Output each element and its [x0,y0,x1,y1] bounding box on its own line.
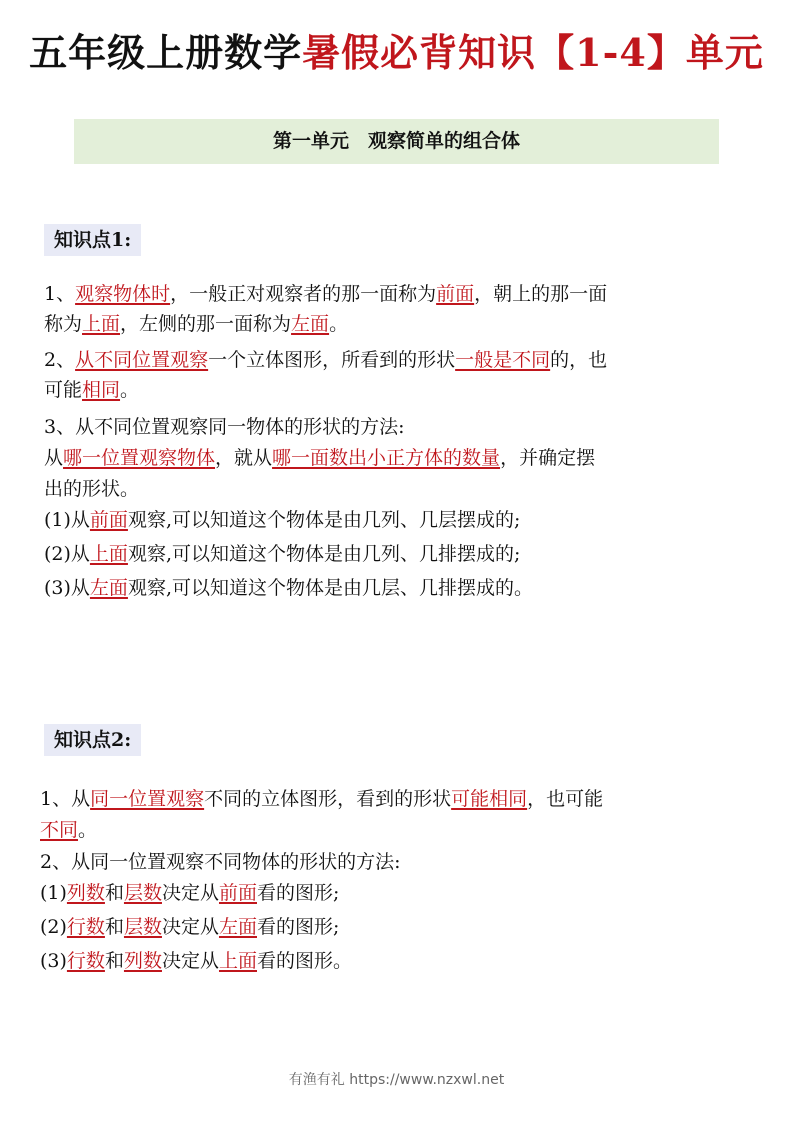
key-term: 层数 [123,916,162,938]
text-segment: 观察,可以知道这个物体是由几层、几排摆成的。 [127,577,533,599]
key-term: 层数 [123,882,162,904]
kp1-line [44,505,520,535]
text-segment: 1、 [44,283,76,305]
key-term: 左面 [89,577,128,599]
key-term: 可能相同 [451,788,528,810]
kp1-line [44,412,405,442]
key-term: 前面 [436,283,475,305]
text-segment: (3) [40,950,67,972]
key-term: 上面 [218,950,257,972]
kp2-line [40,815,97,845]
text-segment: 观察,可以知道这个物体是由几列、几层摆成的; [127,509,521,531]
key-term: 列数 [123,950,162,972]
page-title [0,22,793,77]
text-segment: 。 [120,379,140,401]
key-term: 左面 [291,313,330,335]
text-segment: (1)从 [44,509,90,531]
key-term: 上面 [82,313,121,335]
text-segment: ，左侧的那一面称为 [120,313,292,335]
unit-banner: 第一单元 观察简单的组合体 [74,119,719,164]
text-segment: 看的图形。 [257,950,353,972]
text-segment: 观察,可以知道这个物体是由几列、几排摆成的; [127,543,521,565]
text-segment: 1、从 [40,788,91,810]
kp1-line [44,573,533,603]
key-term: 上面 [89,543,128,565]
text-segment: 决定从 [161,950,219,972]
key-term: 前面 [89,509,128,531]
key-term: 哪一位置观察物体 [63,447,216,469]
kp1-line [44,279,607,309]
kp2-line [40,847,401,877]
text-segment: 一个立体图形，所看到的形状 [208,349,456,371]
knowledge-point-2-label: 知识点2: [44,724,141,756]
text-segment: 决定从 [161,916,219,938]
knowledge-point-1-label: 知识点1: [44,224,141,256]
key-term: 列数 [66,882,105,904]
key-term: 一般是不同 [455,349,551,371]
text-segment: 从 [44,447,64,469]
text-segment: ，并确定摆 [500,447,596,469]
kp2-line [40,784,603,814]
key-term: 哪一面数出小正方体的数量 [272,447,501,469]
text-segment: ，朝上的那一面 [474,283,608,305]
title-red-part: 暑假必背知识【1-4】单元 [302,30,764,75]
text-segment: 决定从 [161,882,219,904]
key-term: 相同 [82,379,121,401]
kp1-line [44,443,595,473]
text-segment: 出的形状。 [44,478,140,500]
kp2-line [40,912,339,942]
key-term: 行数 [66,950,105,972]
key-term: 左面 [218,916,257,938]
text-segment: 3、从不同位置观察同一物体的形状的方法: [44,416,405,438]
text-segment: 。 [78,819,98,841]
text-segment: 和 [104,882,124,904]
kp1-line [44,539,520,569]
kp1-line [44,309,348,339]
text-segment: ，一般正对观察者的那一面称为 [170,283,437,305]
text-segment: 的，也 [550,349,608,371]
text-segment: (3)从 [44,577,90,599]
key-term: 观察物体时 [75,283,171,305]
kp1-line [44,345,607,375]
text-segment: (2) [40,916,67,938]
key-term: 行数 [66,916,105,938]
key-term: 不同 [40,819,79,841]
text-segment: 和 [104,950,124,972]
text-segment: ，也可能 [527,788,604,810]
text-segment: 不同的立体图形，看到的形状 [204,788,452,810]
text-segment: 和 [104,916,124,938]
text-segment: (2)从 [44,543,90,565]
footer-watermark: 有渔有礼 https://www.nzxwl.net [288,1072,505,1088]
key-term: 前面 [218,882,257,904]
text-segment: 可能 [44,379,83,401]
text-segment: 看的图形; [257,882,340,904]
text-segment: 看的图形; [257,916,340,938]
kp1-line [44,474,139,504]
kp2-line [40,878,339,908]
text-segment: 2、 [44,349,76,371]
text-segment: 2、从同一位置观察不同物体的形状的方法: [40,851,401,873]
text-segment: ，就从 [215,447,273,469]
title-black-part: 五年级上册数学 [29,30,303,75]
kp2-line [40,946,352,976]
text-segment: (1) [40,882,67,904]
text-segment: 。 [329,313,349,335]
key-term: 同一位置观察 [90,788,205,810]
key-term: 从不同位置观察 [75,349,209,371]
text-segment: 称为 [44,313,83,335]
kp1-line [44,375,139,405]
